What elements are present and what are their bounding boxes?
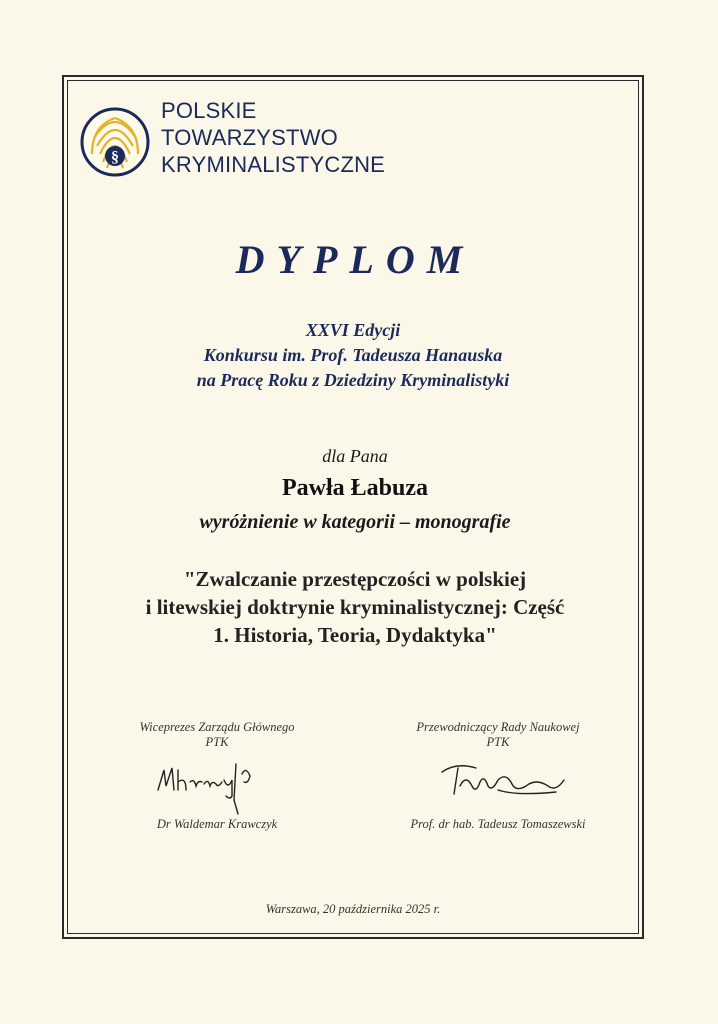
- signer-name-left: Dr Waldemar Krawczyk: [156, 817, 278, 831]
- edition-line: Konkursu im. Prof. Tadeusza Hanauska: [203, 345, 503, 365]
- work-title-line: 1. Historia, Teoria, Dydaktyka": [213, 623, 497, 647]
- edition-line: na Pracę Roku z Dziedziny Kryminalistyki: [196, 370, 510, 390]
- edition-info: [0, 318, 706, 393]
- role-line: PTK: [205, 735, 229, 749]
- work-title: [0, 565, 710, 649]
- org-name-line: TOWARZYSTWO: [161, 125, 338, 150]
- for-whom: dla Pana: [322, 446, 388, 466]
- fingerprint-paragraph-icon: [80, 104, 150, 180]
- organization-name: [161, 97, 385, 178]
- signature-right-role: [373, 720, 623, 750]
- distinction: wyróżnienie w kategorii – monografie: [199, 511, 511, 533]
- role-line: PTK: [486, 735, 510, 749]
- signer-name-right: Prof. dr hab. Tadeusz Tomaszewski: [410, 817, 586, 831]
- diploma-title: DYPLOM: [235, 237, 475, 282]
- role-line: Wiceprezes Zarządu Głównego: [139, 720, 295, 734]
- place-and-date: Warszawa, 20 października 2025 r.: [265, 902, 441, 916]
- org-name-line: KRYMINALISTYCZNE: [161, 152, 386, 177]
- work-title-line: i litewskiej doktrynie kryminalistycznej: Część: [145, 595, 565, 619]
- handwritten-signature-right: [436, 756, 576, 806]
- role-line: Przewodniczący Rady Naukowej: [416, 720, 580, 734]
- svg-text:§: §: [111, 149, 119, 166]
- signature-left-role: [92, 720, 342, 750]
- edition-line: XXVI Edycji: [305, 320, 401, 340]
- org-name-line: POLSKIE: [161, 98, 257, 123]
- recipient-name: Pawła Łabuza: [281, 475, 428, 501]
- work-title-line: "Zwalczanie przestępczości w polskiej: [183, 567, 527, 591]
- handwritten-signature-left: [150, 756, 270, 816]
